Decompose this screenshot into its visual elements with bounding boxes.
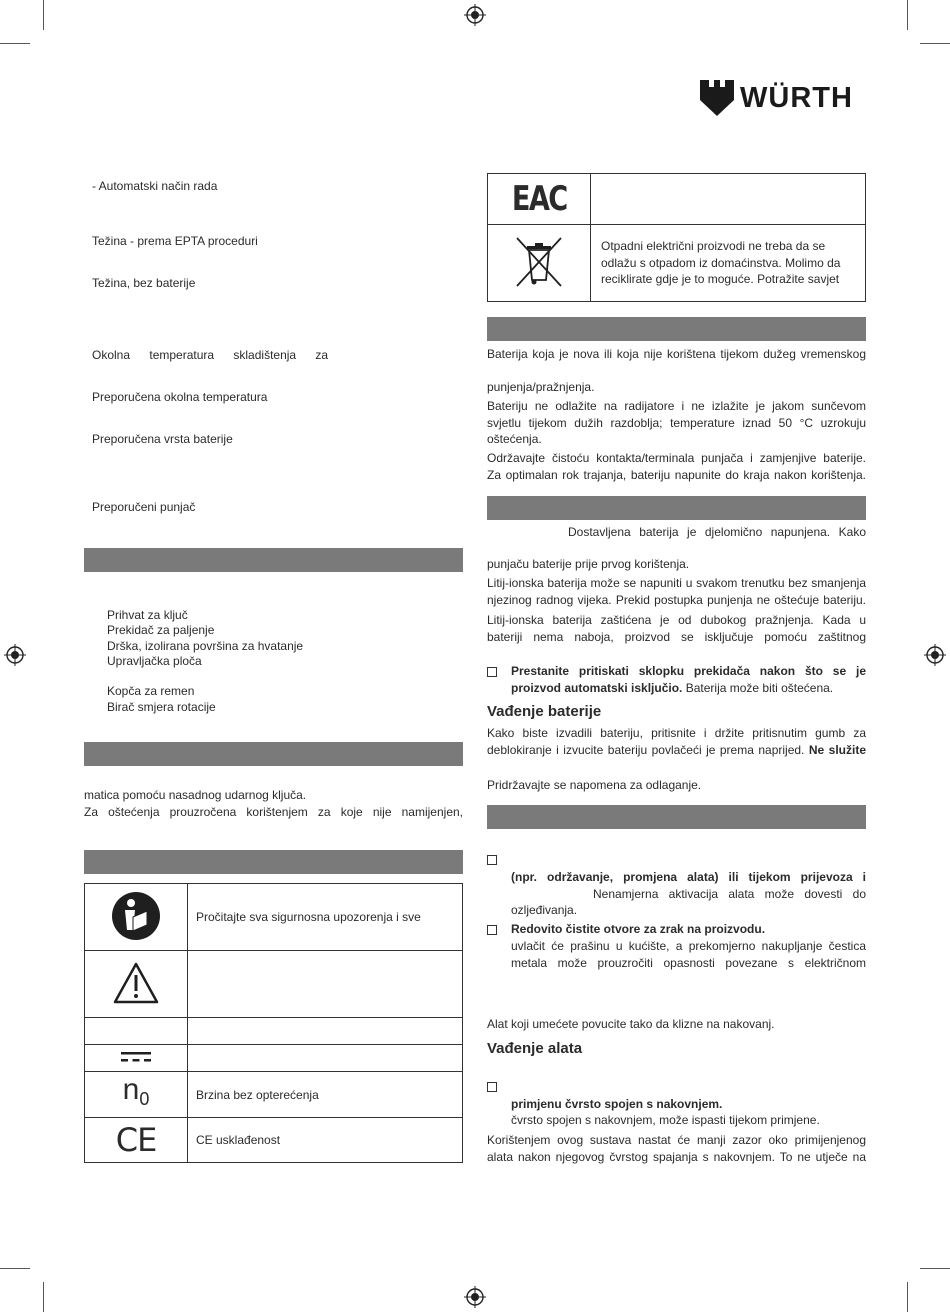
section-header-bar (84, 548, 463, 572)
symbol-desc (188, 951, 463, 1018)
usage-text: Za oštećenja prouzročena korištenjem za koje nije namijenjen, (84, 805, 463, 819)
symbol-desc (188, 1045, 463, 1072)
maintenance-text: (npr. održavanje, promjena alata) ili tijekom prijevoza i (511, 870, 866, 884)
symbols-table (84, 883, 463, 1163)
spec-label: Težina - prema EPTA proceduri (92, 234, 258, 248)
checkbox-bullet-icon (487, 925, 497, 935)
symbol-desc (591, 174, 866, 225)
crop-mark (920, 1268, 950, 1269)
brand-name: WÜRTH (740, 82, 853, 114)
spec-label: Težina, bez baterije (92, 276, 196, 290)
symbol-desc: Brzina bez opterećenja (188, 1072, 463, 1118)
crop-mark (0, 43, 30, 44)
eac-mark-icon: EAC (511, 179, 567, 219)
symbol-cell (488, 225, 591, 302)
removal-text: Pridržavajte se napomena za odlaganje. (487, 778, 702, 792)
part-label: Drška, izolirana površina za hvatanje (107, 639, 304, 653)
crossed-bin-icon (511, 234, 567, 290)
symbol-cell (85, 884, 188, 951)
crop-mark (0, 1268, 30, 1269)
section-header-bar (84, 850, 463, 874)
part-label: Upravljačka ploča (107, 654, 202, 668)
checkbox-bullet-icon (487, 667, 497, 677)
battery-text: punjenja/pražnjenja. (487, 380, 595, 394)
maintenance-text: Redovito čistite otvore za zrak na proizvodu. (511, 922, 766, 936)
symbol-desc (188, 1018, 463, 1045)
crop-mark (907, 1282, 908, 1312)
spec-label: - Automatski način rada (92, 179, 218, 193)
section-heading: Vađenje alata (487, 1040, 583, 1057)
tool-text: Korištenjem ovog sustava nastat će manji zazor oko primijenjenog alata nakon njegovog čvrstog spajanja s nakovnjem. To ne utječe na (487, 1133, 866, 1164)
symbol-desc: Otpadni električni proizvodi ne treba da se odlažu s otpadom iz domaćinstva. Molimo da reciklirate gdje je to moguće. Potražite savjet (591, 225, 866, 302)
symbols-table-right (487, 173, 866, 302)
spec-label: Okolna temperatura skladištenja za (92, 348, 329, 362)
symbol-cell (85, 951, 188, 1018)
maintenance-text: ozljeđivanja. (511, 903, 578, 917)
charging-text: Dostavljena baterija je djelomično napunjena. Kako (568, 525, 866, 539)
symbol-desc: CE usklađenost (188, 1118, 463, 1163)
tool-text: Alat koji umećete povucite tako da klizne na nakovanj. (487, 1017, 775, 1031)
crop-mark (907, 0, 908, 30)
part-label: Prekidač za paljenje (107, 623, 215, 637)
usage-text: matica pomoću nasadnog udarnog ključa. (84, 788, 307, 802)
ce-mark-icon: CE (115, 1121, 157, 1159)
checkbox-bullet-icon (487, 1082, 497, 1092)
section-header-bar (487, 805, 866, 829)
part-label: Kopča za remen (107, 684, 195, 698)
tool-text: čvrsto spojen s nakovnjem, može ispasti tijekom primjene. (511, 1113, 820, 1127)
crop-mark (43, 1282, 44, 1312)
charging-warning: Prestanite pritiskati sklopku prekidača nakon što se je proizvod automatski isključio. Baterija može biti oštećena. (511, 664, 866, 695)
wurth-logo-icon (700, 80, 734, 116)
read-manual-icon (111, 891, 161, 941)
part-label: Prihvat za ključ (107, 608, 188, 622)
symbol-cell (85, 1045, 188, 1072)
battery-text: Bateriju ne odlažite na radijatore i ne izlažite je jakom sunčevom svjetlu tijekom dužih razdoblja; temperature iznad 50 °C uzrokuju oštećenja. (487, 399, 866, 446)
symbol-cell (85, 1072, 188, 1118)
tool-text: primjenu čvrsto spojen s nakovnjem. (511, 1097, 723, 1111)
symbol-cell (85, 1118, 188, 1163)
no-load-speed-symbol: $n_0$ (122, 1073, 150, 1109)
spec-label: Preporučena vrsta baterije (92, 432, 233, 446)
symbol-desc: Pročitajte sva sigurnosna upozorenja i sve (188, 884, 463, 951)
registration-mark-icon (464, 4, 486, 26)
spec-label: Preporučeni punjač (92, 500, 196, 514)
battery-text: Baterija koja je nova ili koja nije korištena tijekom dužeg vremenskog (487, 347, 866, 361)
registration-mark-icon (4, 644, 26, 666)
section-header-bar (487, 317, 866, 341)
charging-text: Litij-ionska baterija može se napuniti u svakom trenutku bez smanjenja njezinog radnog vijeka. Prekid postupka punjenja ne oštećuje bateriju. (487, 576, 866, 607)
symbol-cell (85, 1018, 188, 1045)
crop-mark (43, 0, 44, 30)
spec-label: Preporučena okolna temperatura (92, 390, 268, 404)
direct-current-icon (121, 1051, 151, 1063)
symbol-cell (488, 174, 591, 225)
charging-text: Litij-ionska baterija zaštićena je od dubokog pražnjenja. Kada u bateriji nema naboja, proizvod se isključuje pomoću zaštitnog (487, 613, 866, 644)
checkbox-bullet-icon (487, 855, 497, 865)
registration-mark-icon (464, 1286, 486, 1308)
maintenance-text: Nenamjerna aktivacija alata može dovesti do (593, 887, 866, 901)
registration-mark-icon (924, 644, 946, 666)
maintenance-text: uvlačit će prašinu u kućište, a prekomjerno nakupljanje čestica metala može prouzročiti opasnosti povezane s električnom (511, 939, 866, 970)
charging-text: punjaču baterije prije prvog korištenja. (487, 557, 690, 571)
removal-text: Kako biste izvadili bateriju, pritisnite i držite pritisnutim gumb za deblokiranje i izvucite bateriju povlačeći je prema naprijed. Ne služite (487, 726, 867, 757)
crop-mark (920, 43, 950, 44)
section-header-bar (487, 496, 866, 520)
section-heading: Vađenje baterije (487, 703, 602, 720)
battery-text: Održavajte čistoću kontakta/terminala punjača i zamjenjive baterije. Za optimalan rok trajanja, bateriju napunite do kraja nakon korištenja. (487, 451, 866, 482)
part-label: Birač smjera rotacije (107, 700, 216, 714)
warning-triangle-icon (112, 961, 160, 1005)
section-header-bar (84, 742, 463, 766)
